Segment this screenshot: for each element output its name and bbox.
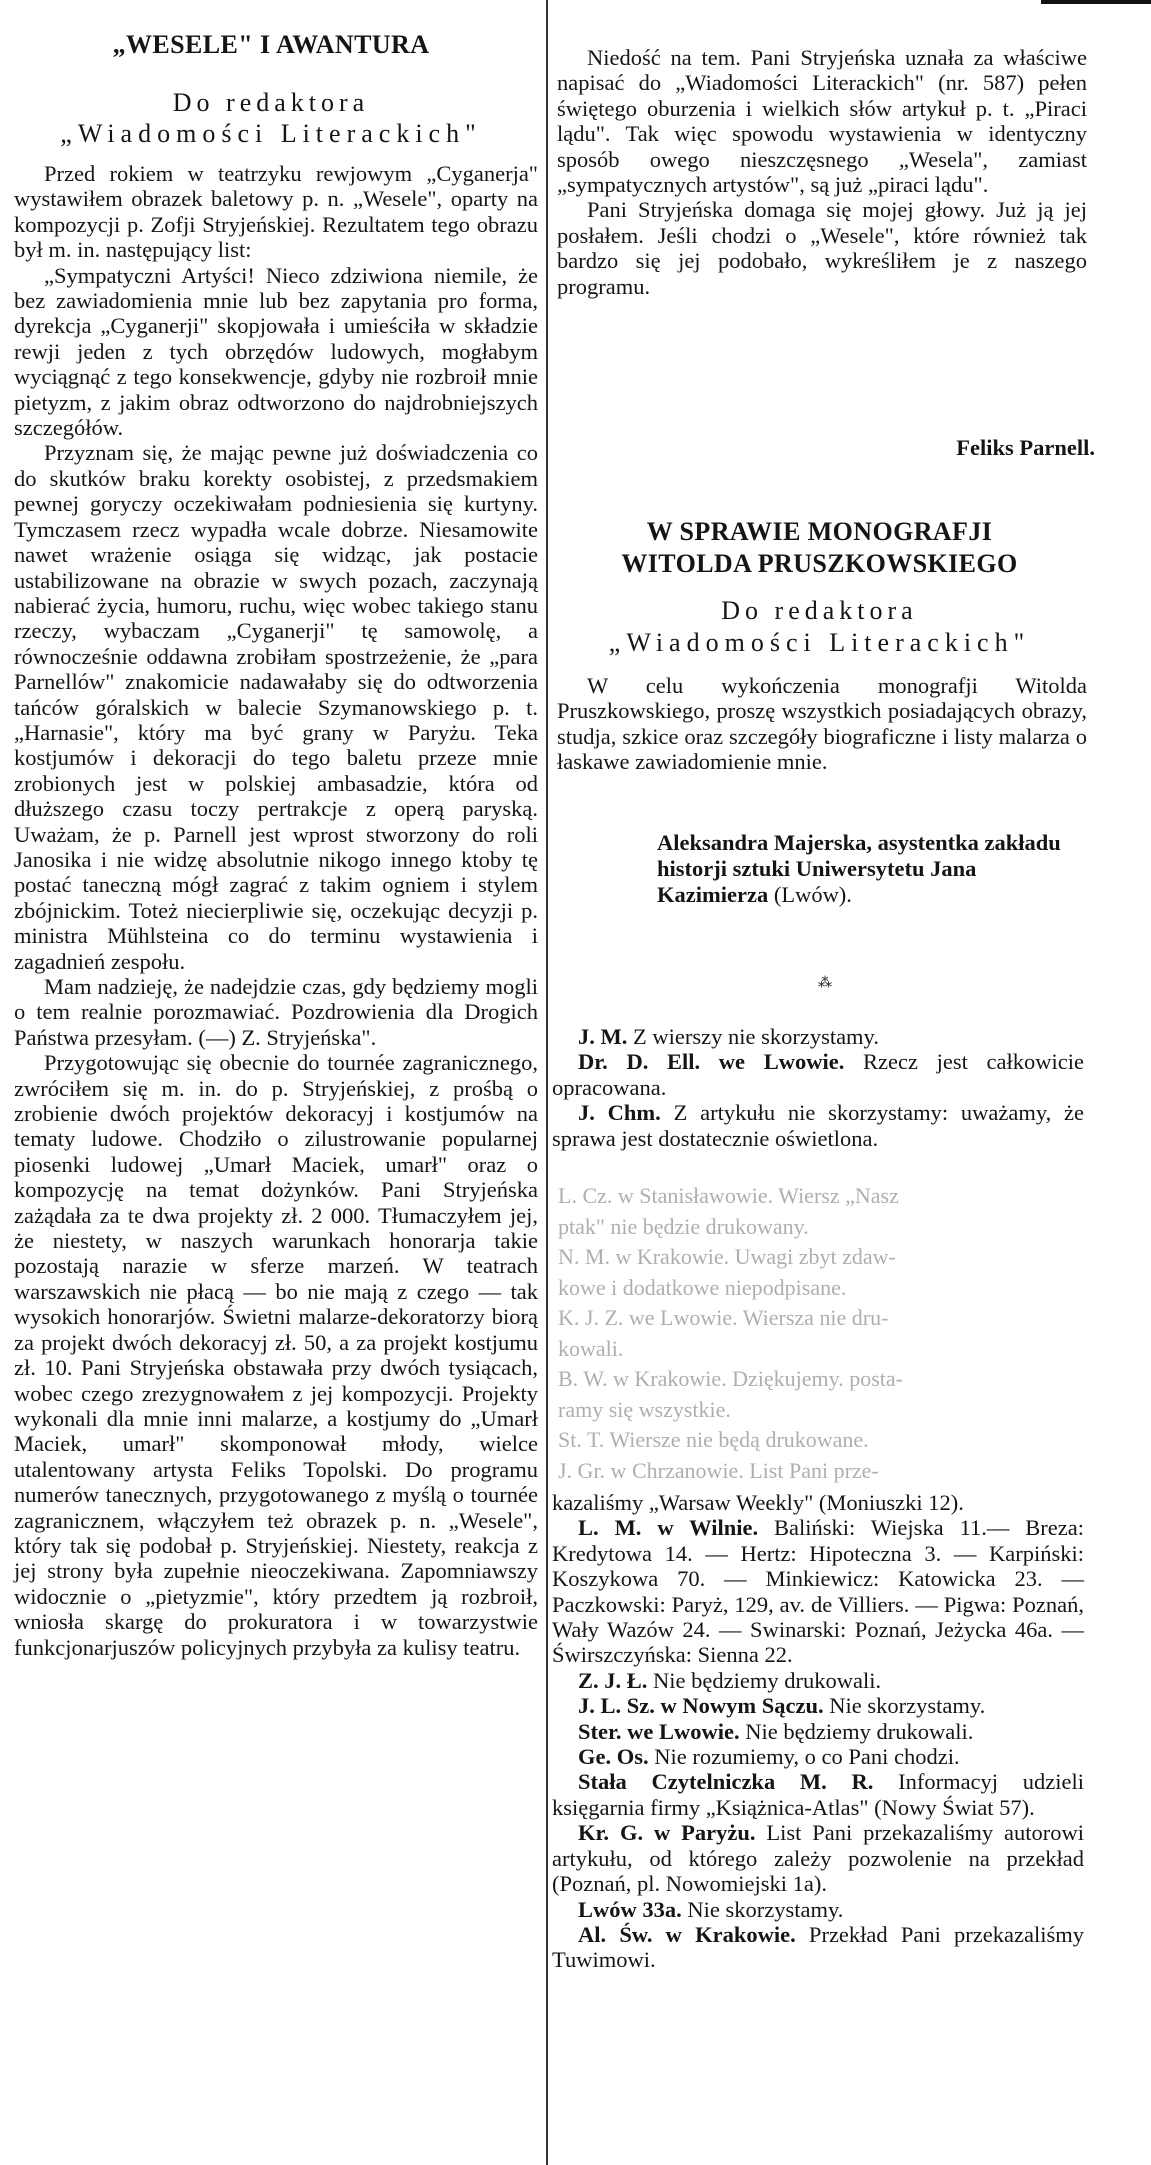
reply-name: J. M. [578,1024,628,1049]
reply-item [552,1820,1084,1896]
paragraph: Pani Stryjeńska domaga się mojej głowy. Już ją jej posłałem. Jeśli chodzi o „Wesele", które również tak bardzo się jej podobało, wykreśliłem je z naszego programu. [557,197,1087,299]
faded-line: St. T. Wiersze nie będą drukowane. [558,1427,869,1452]
editorial-replies-top [552,1024,1084,1151]
reply-item [552,1769,1084,1820]
signature-name: Aleksandra Majerska, asystentka zakładu historji sztuki Uniwersytetu Jana Kazimierza [657,830,1061,907]
reply-item [552,1668,1084,1693]
faded-line: B. W. w Krakowie. Dziękujemy. posta- [558,1366,904,1391]
reply-name: J. Chm. [578,1100,661,1126]
reply-name: Al. Św. w Krakowie. [578,1921,796,1947]
reply-name: Z. J. Ł. [578,1667,648,1693]
reply-text: Nie skorzystamy. [681,1896,844,1922]
left-column [0,0,547,2165]
addressee-line-1: Do redaktora [721,596,918,625]
reply-name: J. L. Sz. w Nowym Sączu. [578,1693,824,1719]
paragraph: Przyznam się, że mając pewne już doświadczenia co do skutków braku korekty osobistej, z przedsmakiem pewnej goryczy oczekiwałam podniesienia się kurtyny. Tymczasem rzecz wypadła wcale dobrze. Niesamowite nawet wrażenie osiąga się widząc, jak postacie ustabilizowane na obrazie w swych pozach, zaczynają nabierać życia, humoru, ruchu, więc wobec takiego stanu rzeczy, wybaczam „Cyganerji" tę samowolę, a równocześnie oddawna zrobiłam spostrzeżenie, że „para Parnellów" znakomicie nadawałaby się do odtworzenia tańców góralskich w balecie Szymanowskiego p. t. „Harnasie", który ma być grany w Paryżu. Teka kostjumów i dekoracji do tego baletu przeze mnie zrobionych jest w polskiej ambasadzie, która od dłuższego czasu toczy pertrakcje z operą paryską. Uważam, że p. Parnell jest wprost stworzony do roli Janosika i nie widzę absolutnie nikogo innego ktoby tę postać taneczną mógł zagrać z takim ogniem i stylem zbójnickim. Toteż niecierpliwie się, oczekując decyzji p. ministra Mühlsteina co do terminu wystawienia i zagadnień zespołu. [14,440,538,974]
faded-line: J. Gr. w Chrzanowie. List Pani prze- [558,1457,879,1483]
reply-item [552,1897,1084,1922]
paragraph: Przed rokiem w teatrzyku rewjowym „Cyganerja" wystawiłem obrazek baletowy p. n. „Wesele", oparty na kompozycji p. Zofji Stryjeńskiej. Rezultatem tego obrazu był m. in. następujący list: [14,161,538,263]
reply-text: Z wierszy nie skorzystamy. [627,1024,879,1049]
reply-text: Przekład Pani przekazaliśmy Tuwimowi. [552,1921,1084,1973]
reply-item [552,1744,1084,1769]
reply-item [552,1049,1084,1100]
reply-text: Z artykułu nie skorzystamy: uważamy, że sprawa jest dostatecznie oświetlona. [552,1100,1084,1151]
article-title-line-1: W SPRAWIE MONOGRAFJI [646,517,993,546]
faded-line: ptak" nie będzie drukowany. [558,1213,809,1239]
reply-item [552,1922,1084,1973]
reply-text: List Pani przekazaliśmy autorowi artykułu, od którego zależy pozwolenie na przekład (Poznań, pl. Nowomiejski 1a). [552,1820,1085,1897]
paragraph: Przygotowując się obecnie do tournée zagranicznego, zwróciłem się m. in. do p. Stryjeńskiej, z prośbą o zrobienie dwóch projektów dekoracyj i kostjumów na tematy ludowe. Chodziło o zilustrowanie popularnej piosenki ludowej „Umarł Maciek, umarł" oraz o kompozycję na temat dożynków. Pani Stryjeńska zażądała za te dwa projekty zł. 2 000. Tłumaczyłem jej, że niestety, w naszych warunkach honorarja takie pozostają narazie w sferze marzeń. W teatrach warszawskich nie płacą — bo nie mają z czego — tak wysokich honorarjów. Świetni malarze-dekoratorzy biorą za projekt dwóch dekoracyj zł. 50, a za projekt kostjumu zł. 10. Pani Stryjeńska obstawała przy dwóch tysiącach, wobec czego zrezygnowałem z jej kompozycji. Projekty wykonali dla mnie inni malarze, a kostjumy do „Umarł Maciek, umarł" skomponował młody, wielce utalentowany artysta Feliks Topolski. Do programu numerów tanecznych, przygotowanego z myślą o tournée zagranicznem, włączyłem też obrazek p. n. „Wesele", który tak się podobał p. Stryjeńskiej. Niestety, reakcja z jej strony była zupełnie nieoczekiwana. Zapomniawszy widocznie o „pietyzmie", który przedtem ją rozbroił, wniosła skargę do prokuratora i w towarzystwie funkcjonarjuszów policyjnych przybyła za kulisy teatru. [14,1050,538,1660]
faded-line: L. Cz. w Stanisławowie. Wiersz „Nasz [558,1183,899,1208]
reply-name: Dr. D. Ell. we Lwowie. [578,1049,845,1075]
article-title: „WESELE" I AWANTURA [112,30,430,59]
reply-text: Baliński: Wiejska 11.— Breza: Kredytowa 14. — Hertz: Hipoteczna 3. — Karpiński: Koszykowa 70. — Minkiewicz: Katowicka 23. — Paczkowski: Paryż, 129, av. de Villiers. — Pigwa: Poznań, Wały Wazów 24. — Swinarski: Poznań, Jeżycka 46a. — Świrszczyńska: Sienna 22. [552,1515,1084,1668]
paragraph: Mam nadzieję, że nadejdzie czas, gdy będziemy mogli o tem realnie porozmawiać. Pozdrowienia dla Drogich Państwa przesyłam. (—) Z. Stryjeńska". [14,974,538,1050]
article-body [14,161,538,1660]
faded-line: kowali. [558,1335,624,1361]
paragraph: Niedość na tem. Pani Stryjeńska uznała za właściwe napisać do „Wiadomości Literackich" (nr. 587) pełen świętego oburzenia i wielkich słów artykuł p. t. „Piraci lądu". Tak więc spowodu wystawienia w identyczny sposób owego nieszczęsnego „Wesela", zamiast „sympatycznych artystów", są już „piraci lądu". [557,45,1087,198]
addressee-line-2: „Wiadomości Literackich" [60,119,482,148]
article-body-continued [557,45,1087,299]
reply-name: Lwów 33a. [578,1896,682,1922]
reply-text: Informacyj udzieli księgarnia firmy „Książnica-Atlas" (Nowy Świat 57). [552,1769,1084,1820]
notice-body [557,673,1087,775]
faded-print-area [558,1181,1078,1486]
paragraph: „Sympatyczni Artyści! Nieco zdziwiona niemile, że bez zawiadomienia mnie lub bez zapytania pro forma, dyrekcja „Cyganerji" skopjowała i umieściła w składzie rewji jeden z tych obrzędów ludowych, mogłabym wyciągnąć z tego konsekwencje, gdyby nie rozbroił mnie pietyzm, z jakim obraz odtworzono do najdrobniejszych szczegółów. [14,262,538,441]
notice-signature [657,830,1087,908]
section-ornament: ⁂ [818,976,832,991]
reply-name: Ster. we Lwowie. [578,1718,740,1744]
reply-item [552,1100,1084,1151]
addressee-line-2: „Wiadomości Literackich" [608,628,1031,657]
reply-text: Nie skorzystamy. [823,1693,986,1719]
addressee-line-1: Do redaktora [172,88,370,117]
reply-item [552,1719,1084,1744]
reply-text: Nie rozumiemy, o co Pani chodzi. [648,1744,960,1770]
reply-text: Rzecz jest całkowicie opracowana. [552,1049,1084,1100]
reply-name: L. M. w Wilnie. [578,1515,759,1541]
reply-name: Ge. Os. [578,1744,649,1770]
reply-item [552,1024,1084,1049]
reply-text: kazaliśmy „Warsaw Weekly" (Moniuszki 12). [552,1490,964,1515]
faded-line: K. J. Z. we Lwowie. Wiersza nie dru- [558,1305,889,1330]
reply-name: Stała Czytelniczka M. R. [578,1769,874,1795]
article-title-line-2: WITOLDA PRUSZKOWSKIEGO [621,549,1018,578]
reply-item [552,1490,1084,1515]
reply-item [552,1515,1084,1667]
reply-name: Kr. G. w Paryżu. [578,1820,756,1846]
faded-line: kowe i dodatkowe niepodpisane. [558,1274,847,1300]
editorial-replies-bottom [552,1490,1084,1973]
reply-text: Nie będziemy drukowali. [647,1667,882,1693]
reply-text: Nie będziemy drukowali. [739,1718,974,1744]
faded-line: N. M. w Krakowie. Uwagi zbyt zdaw- [558,1244,896,1269]
reply-item [552,1693,1084,1718]
faded-line: ramy się wszystkie. [558,1396,731,1422]
paragraph: W celu wykończenia monografji Witolda Pruszkowskiego, proszę wszystkich posiadających obrazy, studja, szkice oraz szczegóły biograficzne i listy malarza o łaskawe zawiadomienie mnie. [557,673,1087,775]
signature-place: (Lwów). [773,882,852,907]
signature: Feliks Parnell. [956,435,1095,460]
